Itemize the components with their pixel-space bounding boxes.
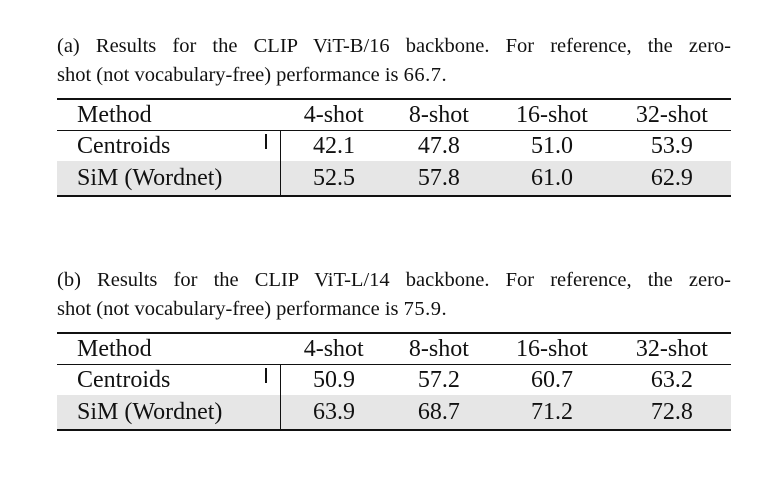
- table-b-caption: [57, 266, 731, 324]
- table-b-header-divider: [265, 368, 267, 383]
- table-b-caption-line1: (b) Results for the CLIP ViT-L/14 backbone. For reference, the zero-: [57, 269, 731, 291]
- table-a-header-col2: 8-shot: [408, 102, 469, 128]
- table-b-caption-line2-suffix: .: [441, 298, 447, 320]
- table-b-caption-line2-prefix: shot (not vocabulary-free) performance is: [57, 298, 404, 320]
- table-b-row2-val4: 72.8: [613, 395, 731, 430]
- table-b-row1-val4: 63.2: [650, 367, 693, 393]
- table-a-row-sim: [57, 161, 731, 196]
- table-b-row1-val2: 57.2: [417, 367, 460, 393]
- table-b-row2-method: SiM (Wordnet): [57, 395, 281, 430]
- table-a-row2-val3: 61.0: [491, 161, 613, 196]
- table-a-header-col3: 16-shot: [515, 102, 588, 128]
- table-a-row1-method: Centroids: [77, 133, 171, 159]
- table-a-row1-val2: 47.8: [417, 133, 460, 159]
- table-a-row2-val1: 52.5: [281, 161, 387, 196]
- table-b-header-col1: 4-shot: [303, 336, 364, 362]
- table-b-header-method: Method: [77, 336, 152, 362]
- table-b-header-col2: 8-shot: [408, 336, 469, 362]
- table-a: [57, 98, 731, 197]
- table-b-row1-val1: 50.9: [281, 365, 387, 396]
- table-a-row2-method: SiM (Wordnet): [57, 161, 281, 196]
- table-b-caption-line2: [57, 295, 731, 324]
- table-a-row1-val1: 42.1: [281, 131, 387, 162]
- table-a-caption-line2-suffix: .: [441, 64, 447, 86]
- table-b-block: [57, 266, 731, 425]
- table-a-row-centroids: [57, 131, 731, 162]
- table-a-header-col1: 4-shot: [303, 102, 364, 128]
- table-a-row2-val2: 57.8: [387, 161, 491, 196]
- table-b-row2-val1: 63.9: [281, 395, 387, 430]
- table-a-block: [57, 32, 731, 191]
- table-a-caption: [57, 32, 731, 90]
- table-b: [57, 332, 731, 431]
- table-b-row2-val2: 68.7: [387, 395, 491, 430]
- table-b-header-col4: 32-shot: [635, 336, 708, 362]
- table-a-caption-line2-prefix: shot (not vocabulary-free) performance is: [57, 64, 404, 86]
- table-a-header-method: Method: [77, 102, 152, 128]
- table-b-row-centroids: [57, 365, 731, 396]
- table-a-caption-line1: (a) Results for the CLIP ViT-B/16 backbone. For reference, the zero-: [57, 35, 731, 57]
- table-b-row1-method: Centroids: [77, 367, 171, 393]
- table-b-row-sim: [57, 395, 731, 430]
- table-b-header-col3: 16-shot: [515, 336, 588, 362]
- table-a-zero-shot-value: 66.7: [403, 64, 442, 86]
- table-b-row1-val3: 60.7: [530, 367, 573, 393]
- table-b-row2-val3: 71.2: [491, 395, 613, 430]
- table-a-row2-val4: 62.9: [613, 161, 731, 196]
- table-a-row1-val3: 51.0: [530, 133, 573, 159]
- table-a-header-row: [57, 99, 731, 131]
- table-a-header-divider: [265, 134, 267, 149]
- table-a-row1-val4: 53.9: [650, 133, 693, 159]
- table-b-zero-shot-value: 75.9: [403, 298, 442, 320]
- table-a-header-col4: 32-shot: [635, 102, 708, 128]
- table-b-header-row: [57, 333, 731, 365]
- table-a-caption-line2: [57, 61, 731, 90]
